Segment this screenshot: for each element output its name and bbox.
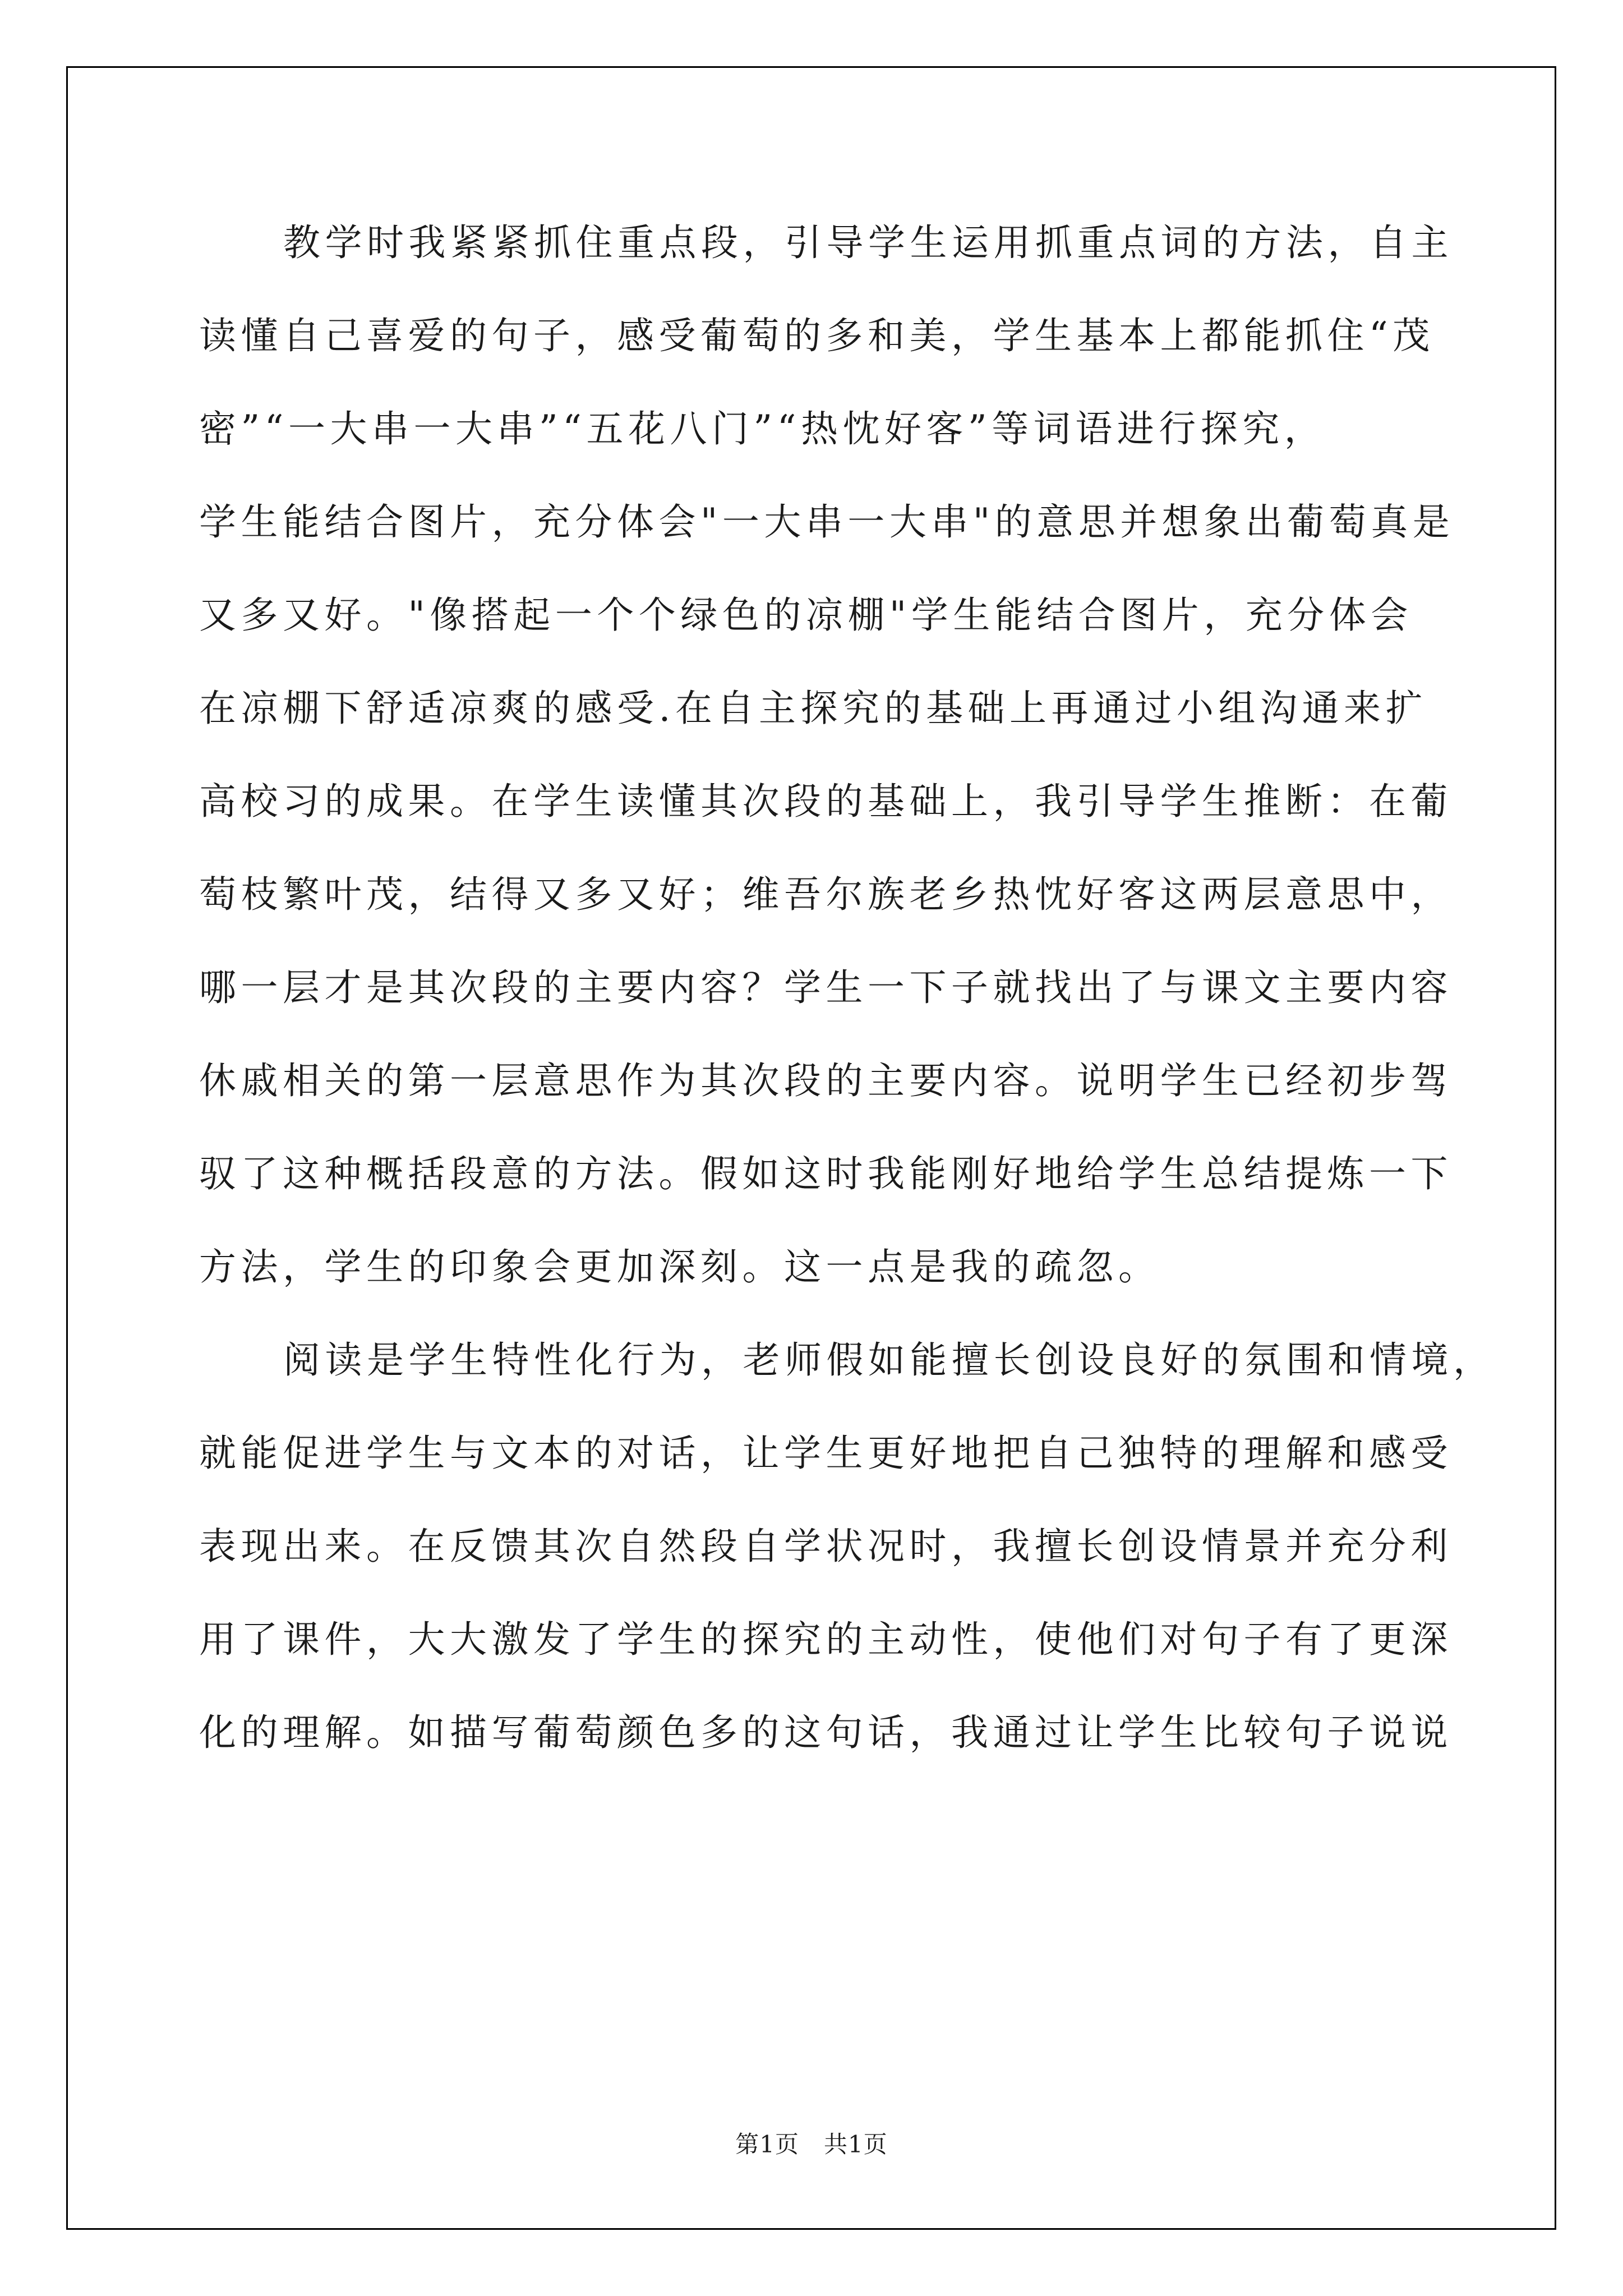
text-line: 表现出来。在反馈其次自然段自学状况时，我擅长创设情景并充分利 — [199, 1525, 1453, 1568]
text-line: 高校习的成果。在学生读懂其次段的基础上，我引导学生推断：在葡 — [199, 780, 1453, 823]
document-body — [199, 216, 1495, 1799]
text-line: 萄枝繁叶茂，结得又多又好；维吾尔族老乡热忱好客这两层意思中， — [199, 873, 1453, 916]
text-line: 就能促进学生与文本的对话，让学生更好地把自己独特的理解和感受 — [199, 1432, 1453, 1475]
page-number: 第1页 — [735, 2131, 799, 2158]
text-line: 密”“一大串一大串”“五花八门”“热忱好客”等词语进行探究， — [199, 407, 1326, 450]
text-line: 又多又好。"像搭起一个个绿色的凉棚"学生能结合图片，充分体会 — [199, 593, 1413, 637]
text-line: 哪一层才是其次段的主要内容？学生一下子就找出了与课文主要内容 — [199, 966, 1453, 1009]
page-footer — [0, 2126, 1623, 2160]
paragraph-2 — [199, 1333, 1495, 1799]
text-line: 用了课件，大大激发了学生的探究的主动性，使他们对句子有了更深 — [199, 1618, 1453, 1661]
text-line: 读懂自己喜爱的句子，感受葡萄的多和美，学生基本上都能抓住“茂 — [199, 314, 1435, 357]
text-line: 阅读是学生特性化行为，老师假如能擅长创设良好的氛围和情境， — [283, 1338, 1495, 1382]
text-line: 化的理解。如描写葡萄颜色多的这句话，我通过让学生比较句子说说 — [199, 1711, 1453, 1754]
text-line: 在凉棚下舒适凉爽的感受.在自主探究的基础上再通过小组沟通来扩 — [199, 687, 1427, 730]
text-line: 休戚相关的第一层意思作为其次段的主要内容。说明学生已经初步驾 — [199, 1059, 1453, 1102]
text-line: 学生能结合图片，充分体会"一大串一大串"的意思并想象出葡萄真是 — [199, 500, 1455, 544]
paragraph-1 — [199, 216, 1455, 1333]
text-line: 方法，学生的印象会更加深刻。这一点是我的疏忽。 — [199, 1245, 1160, 1289]
text-line: 教学时我紧紧抓住重点段，引导学生运用抓重点词的方法，自主 — [283, 221, 1453, 264]
text-line: 驭了这种概括段意的方法。假如这时我能刚好地给学生总结提炼一下 — [199, 1152, 1453, 1195]
page-total: 共1页 — [824, 2131, 888, 2158]
